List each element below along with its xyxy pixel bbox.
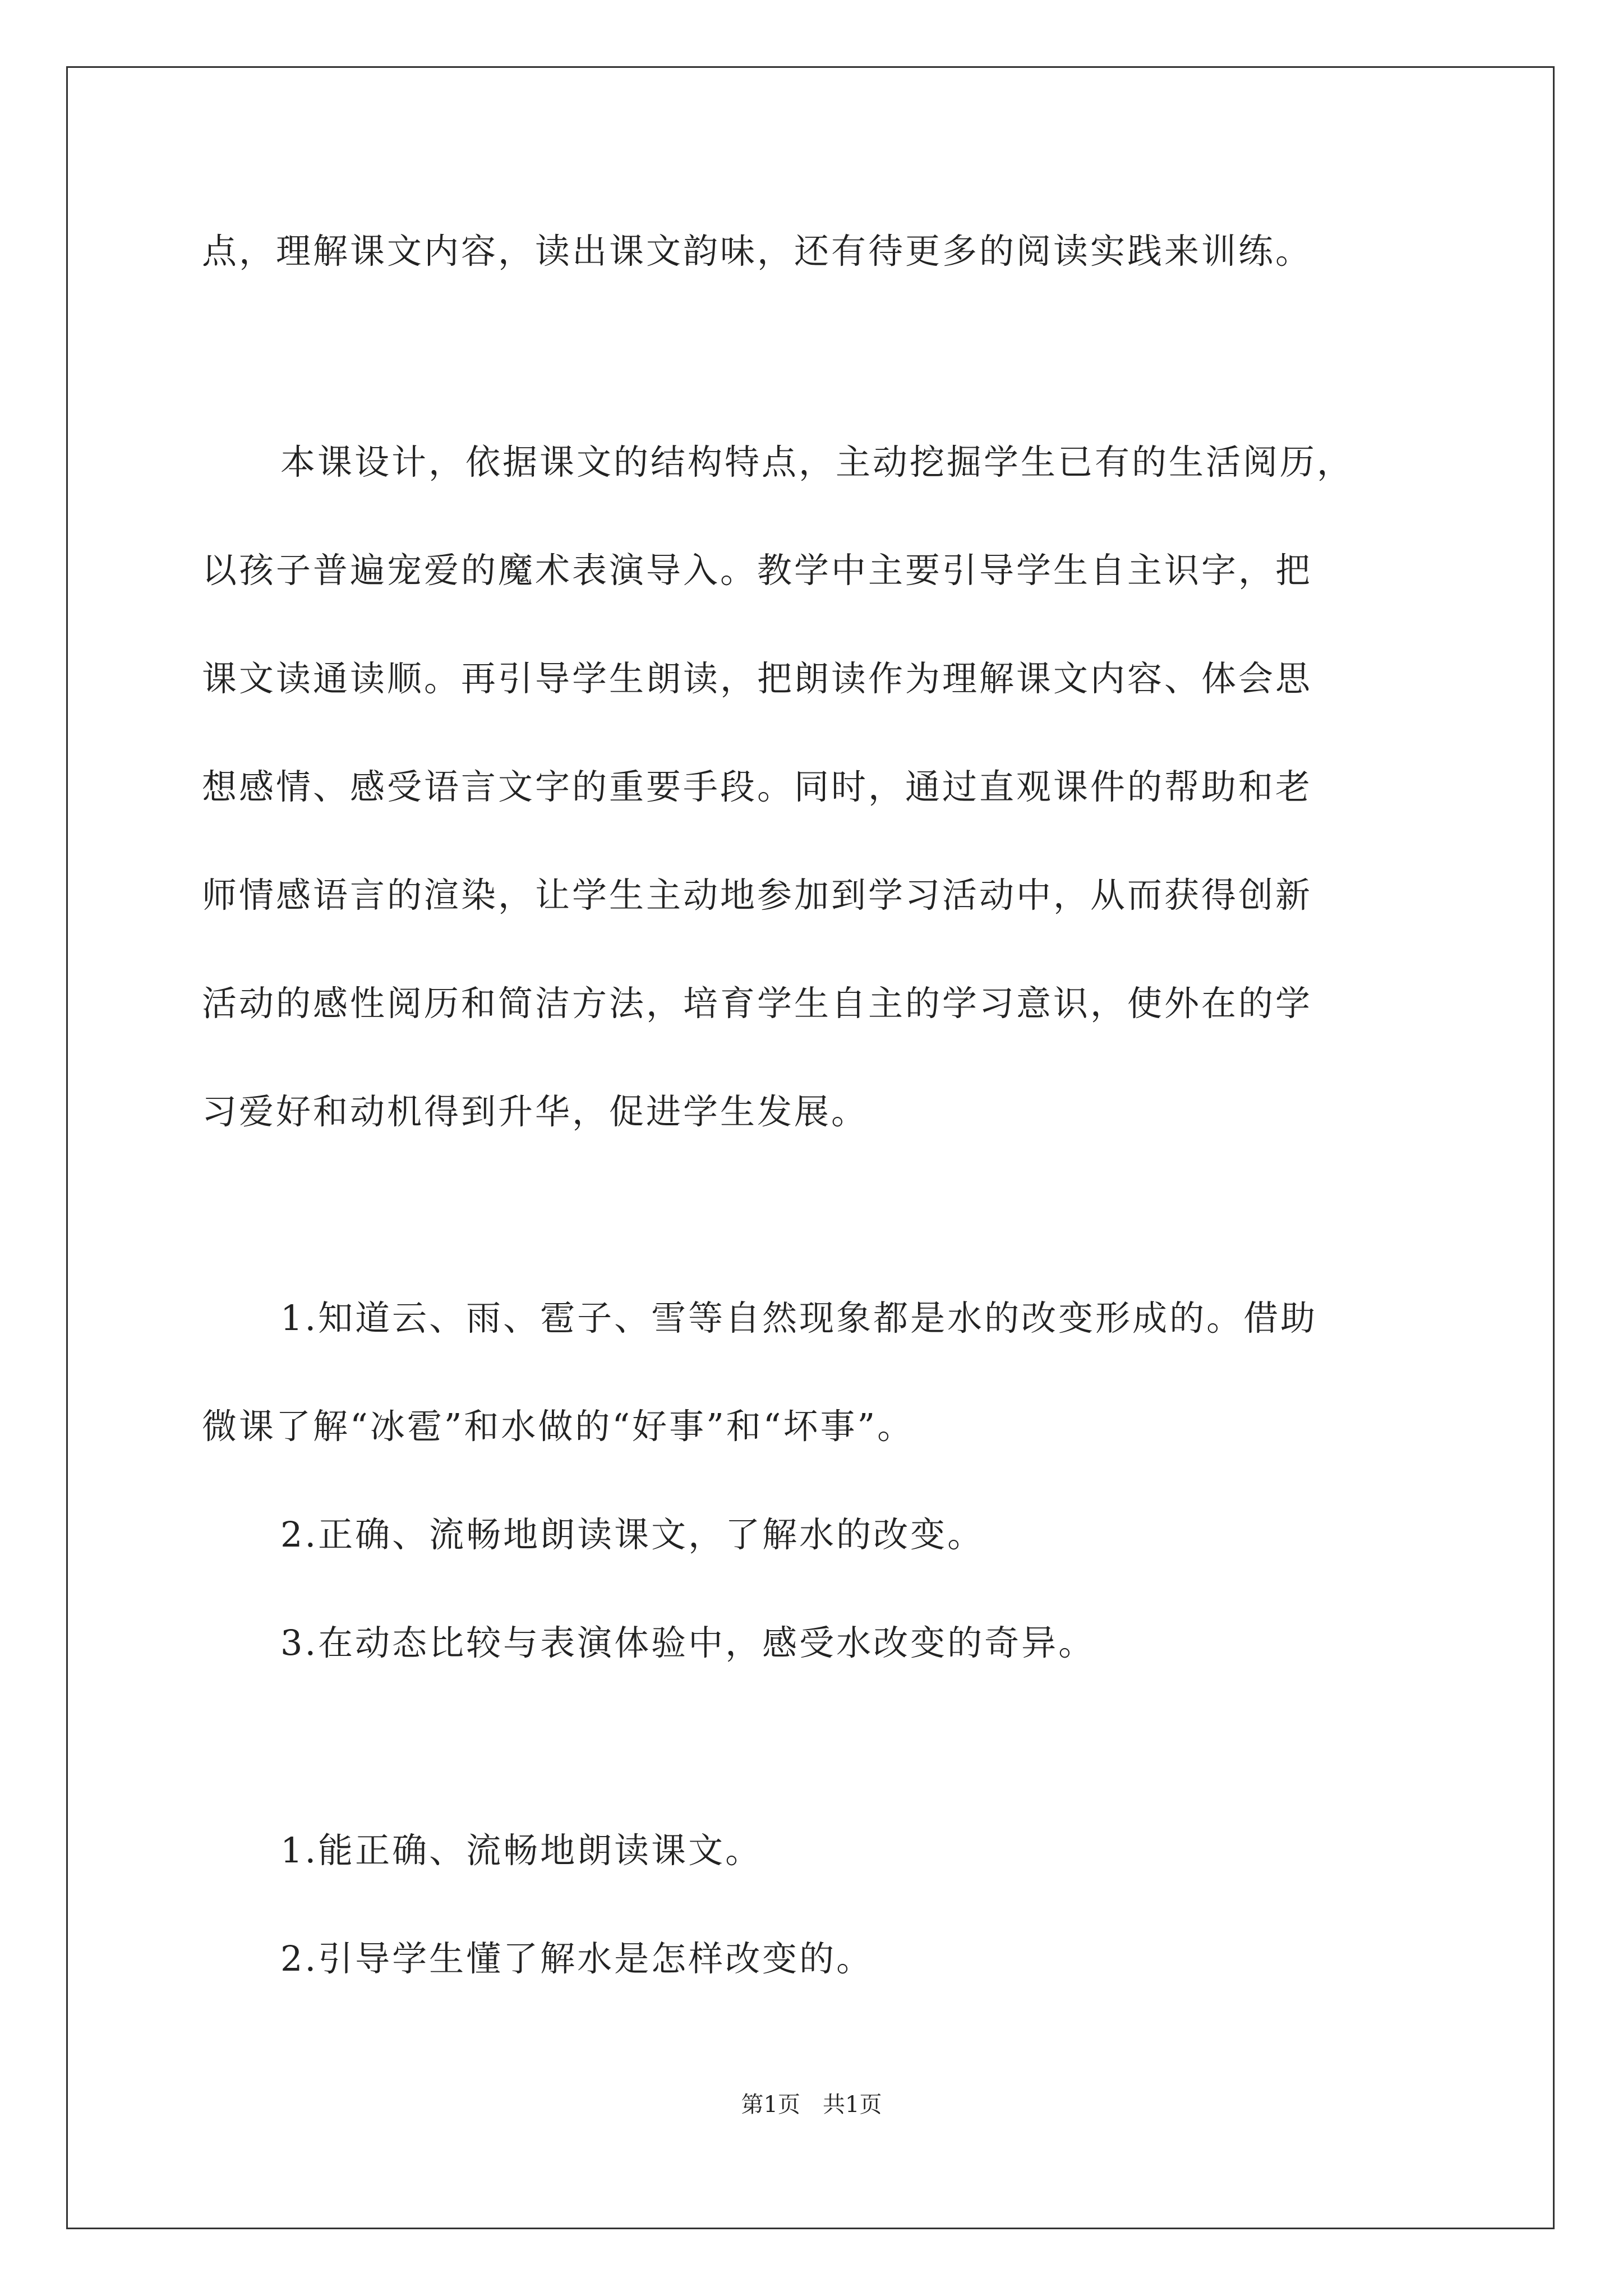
page-number-total: 共1页 <box>823 2092 882 2118</box>
paragraph-line: 活动的感性阅历和简洁方法，培育学生自主的学习意识，使外在的学 <box>202 983 1313 1024</box>
paragraph-line: 课文读通读顺。再引导学生朗读，把朗读作为理解课文内容、体会思 <box>202 658 1313 699</box>
paragraph-line: 师情感语言的渲染，让学生主动地参加到学习活动中，从而获得创新 <box>202 875 1313 915</box>
paragraph-line: 想感情、感受语言文字的重要手段。同时，通过直观课件的帮助和老 <box>202 766 1313 807</box>
list-item: 3.在动态比较与表演体验中，感受水改变的奇异。 <box>280 1622 1096 1663</box>
list-item: 1.知道云、雨、雹子、雪等自然现象都是水的改变形成的。借助 <box>280 1297 1318 1338</box>
paragraph-line: 以孩子普遍宠爱的魔术表演导入。教学中主要引导学生自主识字，把 <box>202 550 1313 591</box>
paragraph-line: 点，理解课文内容，读出课文韵味，还有待更多的阅读实践来训练。 <box>202 231 1313 272</box>
page-footer <box>0 2089 1623 2120</box>
list-item: 2.引导学生懂了解水是怎样改变的。 <box>280 1938 874 1979</box>
list-item: 2.正确、流畅地朗读课文，了解水的改变。 <box>280 1514 985 1555</box>
page-number-current: 第1页 <box>741 2092 800 2118</box>
list-item: 1.能正确、流畅地朗读课文。 <box>280 1830 763 1871</box>
paragraph-line: 习爱好和动机得到升华，促进学生发展。 <box>202 1091 869 1132</box>
list-item-continuation: 微课了解“冰雹”和水做的“好事”和“坏事”。 <box>202 1406 915 1447</box>
paragraph-line: 本课设计，依据课文的结构特点，主动挖掘学生已有的生活阅历， <box>280 441 1354 482</box>
page-border <box>66 66 1555 2229</box>
